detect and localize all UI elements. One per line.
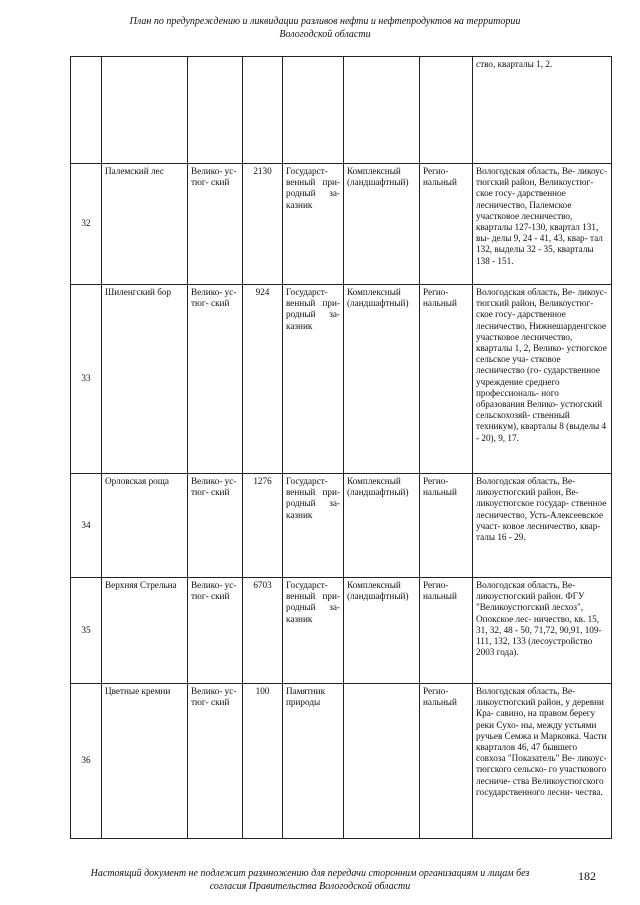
category-cell: Государст- венный при- родный за- казник bbox=[283, 578, 344, 684]
category-cell: Государст- венный при- родный за- казник bbox=[283, 285, 344, 474]
area-name-cell: Цветные кремни bbox=[102, 684, 188, 839]
area-name-cell: Палемский лес bbox=[102, 164, 188, 285]
table-row bbox=[71, 57, 612, 164]
row-number-cell: 34 bbox=[71, 474, 102, 578]
category-cell: Государст- венный при- родный за- казник bbox=[283, 474, 344, 578]
location-cell: Вологодская область, Ве- ликоустюгский район, Ве- ликоустюгское государ- ственное лесничество, Усть-Алексеевское участ- ковое лесничество, квар- талы 16 - 29. bbox=[473, 474, 612, 578]
page-header bbox=[90, 15, 560, 41]
profile-cell bbox=[344, 57, 420, 164]
district-cell: Велико- ус- тюг- ский bbox=[188, 578, 243, 684]
area-name-cell: Орловская роща bbox=[102, 474, 188, 578]
district-cell bbox=[188, 57, 243, 164]
significance-cell bbox=[420, 57, 473, 164]
area-size-cell: 2130 bbox=[243, 164, 283, 285]
location-cell: Вологодская область, Ве- ликоус- тюгский район, Великоустюг- ское госу- дарственное лесничество, Нижнешарденгское участковое лесничество, кварталы 1, 2, Велико- устюгское сельское уча- стковое лесничество (го- сударственное учреждение среднего профессиональ- ного образования Велико- устюгский сельскохозяй- ственный техникум), кварталы 8 (выделы 4 - 20), 9, 17. bbox=[473, 285, 612, 474]
profile-cell: Комплексный (ландшафтный) bbox=[344, 285, 420, 474]
significance-cell: Регио- нальный bbox=[420, 578, 473, 684]
location-cell: Вологодская область, Ве- ликоустюгский район. ФГУ "Великоустюгский лесхоз", Опокское лес- ничество, кв. 15, 31, 32, 48 - 50, 71,72, 90,91, 109- 111, 132, 133 (лесоустройство 2003 года). bbox=[473, 578, 612, 684]
district-cell: Велико- ус- тюг- ский bbox=[188, 684, 243, 839]
protected-areas-table bbox=[70, 56, 612, 839]
area-size-cell bbox=[243, 57, 283, 164]
significance-cell: Регио- нальный bbox=[420, 285, 473, 474]
category-cell: Государст- венный при- родный за- казник bbox=[283, 164, 344, 285]
page-footer bbox=[60, 867, 560, 893]
area-name-cell: Шиленгский бор bbox=[102, 285, 188, 474]
area-size-cell: 924 bbox=[243, 285, 283, 474]
row-number-cell: 33 bbox=[71, 285, 102, 474]
page-number: 182 bbox=[578, 869, 596, 883]
location-cell: ство, кварталы 1, 2. bbox=[473, 57, 612, 164]
area-size-cell: 100 bbox=[243, 684, 283, 839]
district-cell: Велико- ус- тюг- ский bbox=[188, 285, 243, 474]
profile-cell: Комплексный (ландшафтный) bbox=[344, 164, 420, 285]
row-number-cell bbox=[71, 57, 102, 164]
row-number-cell: 35 bbox=[71, 578, 102, 684]
significance-cell: Регио- нальный bbox=[420, 684, 473, 839]
profile-cell: Комплексный (ландшафтный) bbox=[344, 578, 420, 684]
footer-line-1: Настоящий документ не подлежит размножению для передачи сторонним организациям и лицам без bbox=[90, 868, 530, 879]
footer-line-2: согласия Правительства Вологодской области bbox=[209, 881, 411, 892]
table-row bbox=[71, 578, 612, 684]
table-row bbox=[71, 285, 612, 474]
area-name-cell bbox=[102, 57, 188, 164]
area-size-cell: 6703 bbox=[243, 578, 283, 684]
table-row bbox=[71, 684, 612, 839]
table-row bbox=[71, 164, 612, 285]
profile-cell: Комплексный (ландшафтный) bbox=[344, 474, 420, 578]
district-cell: Велико- ус- тюг- ский bbox=[188, 164, 243, 285]
significance-cell: Регио- нальный bbox=[420, 164, 473, 285]
district-cell: Велико- ус- тюг- ский bbox=[188, 474, 243, 578]
significance-cell: Регио- нальный bbox=[420, 474, 473, 578]
category-cell: Памятник природы bbox=[283, 684, 344, 839]
table-row bbox=[71, 474, 612, 578]
location-cell: Вологодская область, Ве- ликоустюгский район, у деревни Кра- савино, на правом берегу реки Сухо- ны, между устьями ручьев Семжа и Марковка. Части кварталов 46, 47 бывшего совхоза "Показатель" Ве- ликоус- тюгского сельско- го участкового лесниче- ства Великоустюгского государственного лесни- чества. bbox=[473, 684, 612, 839]
profile-cell bbox=[344, 684, 420, 839]
area-name-cell: Верхняя Стрельна bbox=[102, 578, 188, 684]
area-size-cell: 1276 bbox=[243, 474, 283, 578]
location-cell: Вологодская область, Ве- ликоус- тюгский район, Великоустюг- ское госу- дарственное лесничество, Палемское участковое лесничество, кварталы 127-130, квартал 131, вы- делы 9, 24 - 41, 43, квар- тал 132, выделы 32 - 35, кварталы 138 - 151. bbox=[473, 164, 612, 285]
row-number-cell: 32 bbox=[71, 164, 102, 285]
category-cell bbox=[283, 57, 344, 164]
row-number-cell: 36 bbox=[71, 684, 102, 839]
header-line-2: Вологодской области bbox=[279, 29, 371, 40]
header-line-1: План по предупреждению и ликвидации разливов нефти и нефтепродуктов на территории bbox=[129, 16, 521, 27]
